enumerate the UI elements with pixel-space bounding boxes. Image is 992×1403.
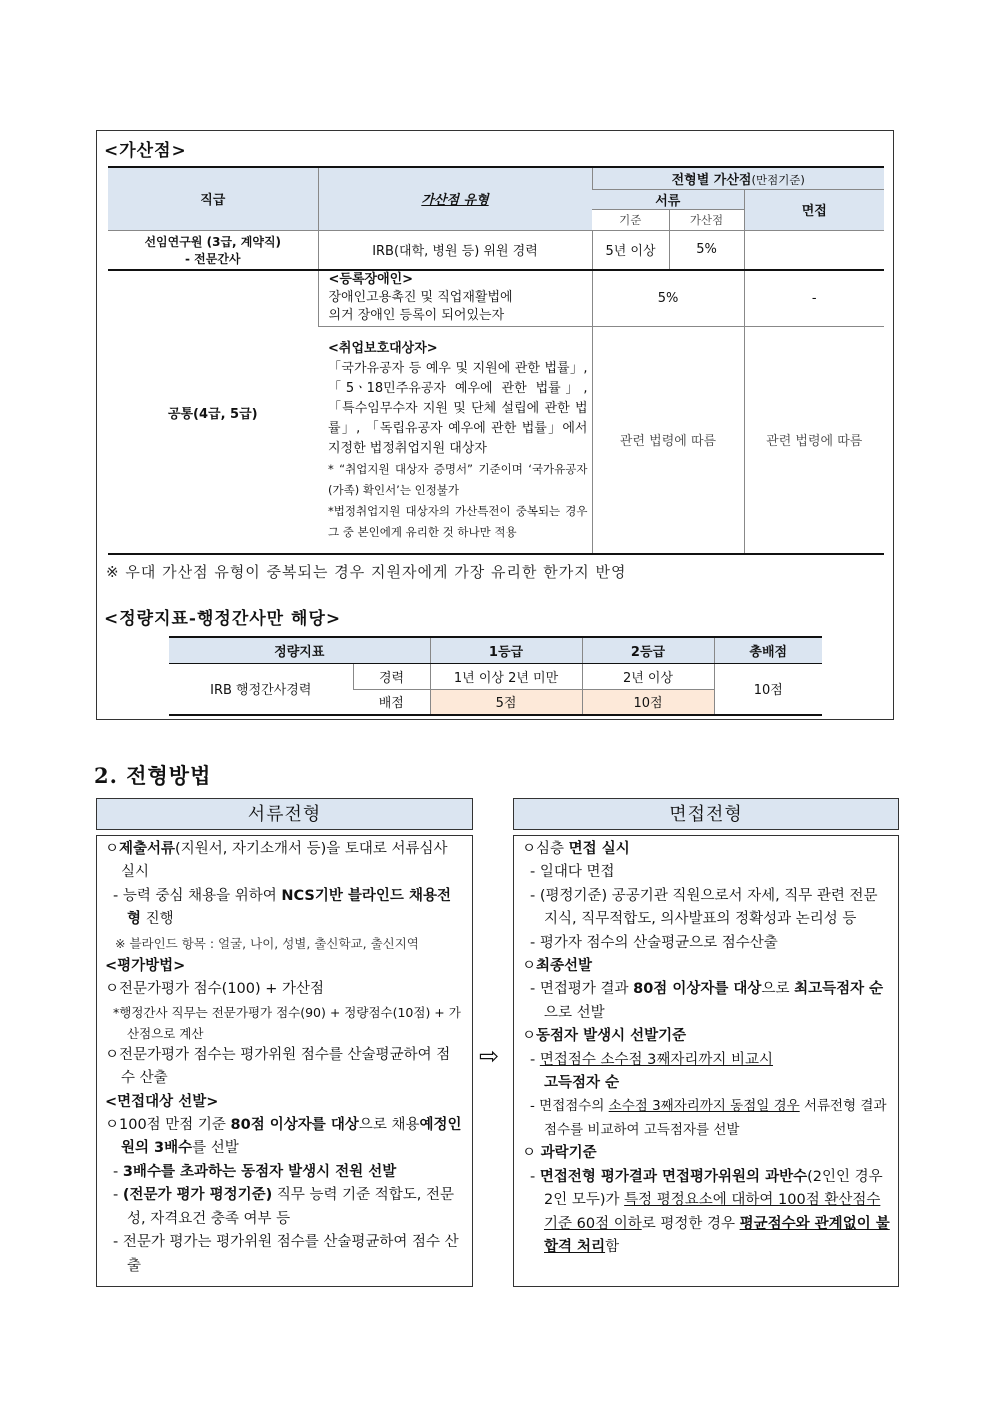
indicator-name: IRB 행정간사경력	[169, 663, 353, 715]
doc-eval-heading: <평가방법>	[105, 958, 186, 975]
int-item-3: - (평정기준) 공공기관 직원으로서 자세, 직무 관련 전문지식, 직무적합도, 의사발표의 정확성과 논리성 등	[530, 887, 878, 928]
doc-item-7: - 3배수를 초과하는 동점자 발생시 전원 선발	[113, 1163, 397, 1180]
h-grade1: 1등급	[430, 637, 582, 663]
label-score: 배점	[353, 689, 430, 715]
common-rank: 공통(4급, 5급)	[108, 270, 318, 554]
int-item-8: - 면접점수 소수점 3째자리까지 비교시 고득점자 순	[530, 1051, 774, 1092]
col-document-header: 서류	[592, 189, 744, 209]
arrow-right-icon: ⇨	[479, 1042, 500, 1070]
doc-select-heading: <면접대상 선발>	[105, 1093, 219, 1110]
int-item-4: - 평가자 점수의 산술평균으로 점수산출	[530, 934, 778, 951]
doc-item-6: ㅇ100점 만점 기준 80점 이상자를 대상으로 채용예정인원의 3배수를 선발	[105, 1117, 462, 1157]
method-section-title: 2. 전형방법	[94, 763, 212, 788]
bonus-section-title: <가산점>	[104, 141, 187, 161]
col-standard-header: 기준	[592, 209, 669, 230]
quant-section-title: <정량지표-행정간사만 해당>	[104, 609, 342, 629]
row1-points: 5%	[669, 230, 744, 270]
g2-career: 2년 이상	[582, 663, 714, 689]
g1-score: 5점	[430, 689, 582, 715]
doc-blind-note: ※ 블라인드 항목 : 얼굴, 나이, 성별, 출신학교, 출신지역	[115, 935, 419, 951]
row1-standard: 5년 이상	[592, 230, 669, 270]
interview-screening-header: 면접전형	[513, 798, 899, 830]
bonus-footnote: ※ 우대 가산점 유형이 중복되는 경우 지원자에게 가장 유리한 한가지 반영	[106, 563, 627, 581]
g1-career: 1년 이상 2년 미만	[430, 663, 582, 689]
doc-item-2: - 능력 중심 채용을 위하여 NCS기반 블라인드 채용전형 진행	[113, 887, 452, 928]
row1-interview	[744, 230, 884, 270]
row2-type: <등록장애인> 장애인고용촉진 및 직업재활법에 의거 장애인 등록이 되어있는자	[318, 270, 592, 326]
label-career: 경력	[353, 663, 430, 689]
row1-rank: 선임연구원 (3급, 계약직) - 전문간사	[108, 230, 318, 270]
document-screening-box	[96, 835, 473, 1287]
doc-item-4: *행정간사 직무는 전문가평가 점수(90) + 정량점수(10점) + 가산점으로 계산	[113, 1004, 461, 1041]
doc-item-1: ㅇ제출서류(지원서, 자기소개서 등)을 토대로 서류심사 실시	[105, 841, 448, 881]
doc-item-3: ㅇ전문가평가 점수(100) + 가산점	[105, 981, 325, 998]
int-item-7: ㅇ동점자 발생시 선발기준	[522, 1028, 687, 1045]
g2-score: 10점	[582, 689, 714, 715]
int-item-2: - 일대다 면접	[530, 864, 615, 881]
document-screening-header: 서류전형	[96, 798, 473, 830]
bonus-table	[108, 166, 884, 555]
row3-type: <취업보호대상자> 「국가유공자 등 예우 및 지원에 관한 법률」, 「5ㆍ18민주유공자 예우에 관한 법률」, 「특수임무수자 지원 및 단체 설립에 관한 법률」, 「독립유공자 예우에 관한 법률」에서 지정한 법정취업지원 대상자 * “취업지원 대상자 증명서” 기준이며 ‘국가유공자(가족) 확인서’는 인정불가 *법정취업지원 대상자의 가산특전이 중복되는 경우 그 중 본인에게 유리한 것 하나만 적용	[318, 326, 592, 554]
row3-document: 관련 법령에 따름	[592, 326, 744, 554]
h-grade2: 2등급	[582, 637, 714, 663]
row1-type: IRB(대학, 병원 등) 위원 경력	[318, 230, 592, 270]
col-interview-header: 면접	[744, 189, 884, 230]
h-total: 총배점	[714, 637, 822, 663]
doc-item-9: - 전문가 평가는 평가위원 점수를 산술평균하여 점수 산출	[113, 1234, 459, 1274]
doc-item-5: ㅇ전문가평가 점수는 평가위원 점수를 산술평균하여 점수 산출	[105, 1046, 451, 1087]
h-indicator: 정량지표	[169, 637, 430, 663]
row2-interview: -	[744, 270, 884, 326]
col-points-header: 가산점	[669, 209, 744, 230]
int-item-1: ㅇ심층 면접 실시	[522, 841, 630, 857]
row3-interview: 관련 법령에 따름	[744, 326, 884, 554]
doc-item-8: - (전문가 평가 평정기준) 직무 능력 기준 적합도, 전문성, 자격요건 충족 여부 등	[113, 1187, 454, 1227]
interview-screening-box	[513, 835, 899, 1287]
col-type-header: 가산점 유형	[318, 167, 592, 230]
quant-table	[169, 636, 822, 716]
int-item-10: ㅇ 과락기준	[522, 1145, 597, 1162]
int-item-5: ㅇ최종선발	[522, 958, 593, 975]
col-by-stage-header: 전형별 가산점(만점기준)	[592, 167, 884, 189]
int-item-11: - 면접전형 평가결과 면접평가위원의 과반수(2인인 경우 2인 모두)가 특정 평정요소에 대하여 100점 환산점수 기준 60점 이하로 평정한 경우 평균점수와 관계없이 불합격 처리함	[530, 1168, 890, 1255]
total-score: 10점	[714, 663, 822, 715]
int-item-6: - 면접평가 결과 80점 이상자를 대상으로 최고득점자 순으로 선발	[530, 981, 884, 1021]
col-rank-header: 직급	[108, 167, 318, 230]
int-item-9: - 면접점수의 소수점 3째자리까지 동점일 경우 서류전형 결과 점수를 비교하여 고득점자를 선발	[530, 1098, 887, 1138]
row2-document: 5%	[592, 270, 744, 326]
